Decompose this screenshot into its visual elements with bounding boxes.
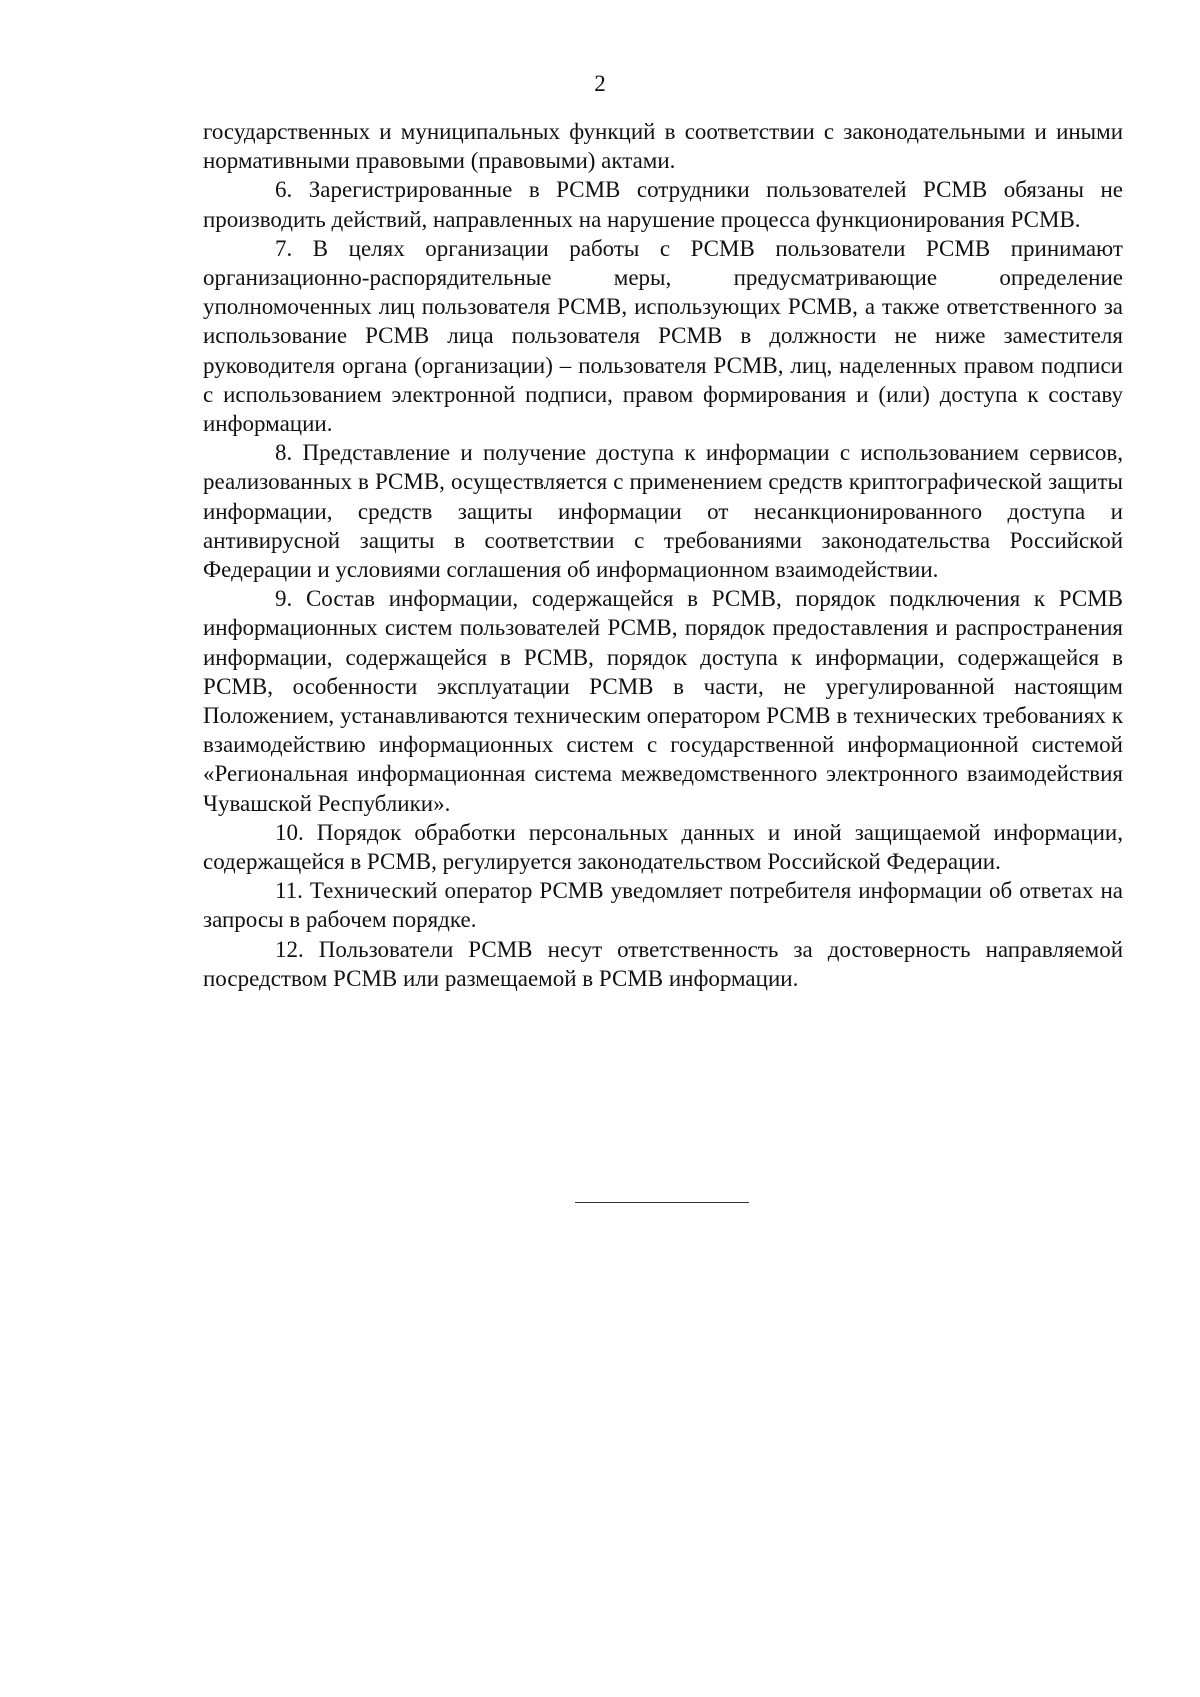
paragraph-item-7: 7. В целях организации работы с РСМВ пользователи РСМВ принимают организационно-распорядительные меры, предусматривающие определение уполномоченных лиц пользователя РСМВ, использующих РСМВ, а также ответственного за использование РСМВ лица пользователя РСМВ в должности не ниже заместителя руководителя органа (организации) – пользователя РСМВ, лиц, наделенных правом подписи с использованием электронной подписи, правом формирования и (или) доступа к составу информации. [203, 235, 1123, 437]
end-divider-line [575, 1202, 749, 1203]
paragraph-item-10: 10. Порядок обработки персональных данных и иной защищаемой информации, содержащейся в РСМВ, регулируется законодательством Российской Федерации. [203, 819, 1123, 875]
paragraph-item-6: 6. Зарегистрированные в РСМВ сотрудники пользователей РСМВ обязаны не производить действий, направленных на нарушение процесса функционирования РСМВ. [203, 177, 1123, 232]
document-body [203, 117, 1123, 993]
page-number: 2 [594, 71, 606, 96]
paragraph-item-9: 9. Состав информации, содержащейся в РСМВ, порядок подключения к РСМВ информационных систем пользователей РСМВ, порядок предоставления и распространения информации, содержащейся в РСМВ, порядок доступа к информации, содержащейся в РСМВ, особенности эксплуатации РСМВ в части, не урегулированной настоящим Положением, устанавливаются техническим оператором РСМВ в технических требованиях к взаимодействию информационных систем с государственной информационной системой «Региональная информационная система межведомственного электронного взаимодействия Чувашской Республики». [203, 586, 1123, 816]
paragraph-continuation: государственных и муниципальных функций в соответствии с законодательными и иными нормативными правовыми (правовыми) актами. [203, 119, 1123, 174]
paragraph-item-11: 11. Технический оператор РСМВ уведомляет потребителя информации об ответах на запросы в рабочем порядке. [203, 878, 1123, 933]
paragraph-item-12: 12. Пользователи РСМВ несут ответственность за достоверность направляемой посредством РСМВ или размещаемой в РСМВ информации. [203, 936, 1123, 991]
paragraph-item-8: 8. Представление и получение доступа к информации с использованием сервисов, реализованных в РСМВ, осуществляется с применением средств криптографической защиты информации, средств защиты информации от несанкционированного доступа и антивирусной защиты в соответствии с требованиями законодательства Российской Федерации и условиями соглашения об информационном взаимодействии. [203, 440, 1123, 583]
